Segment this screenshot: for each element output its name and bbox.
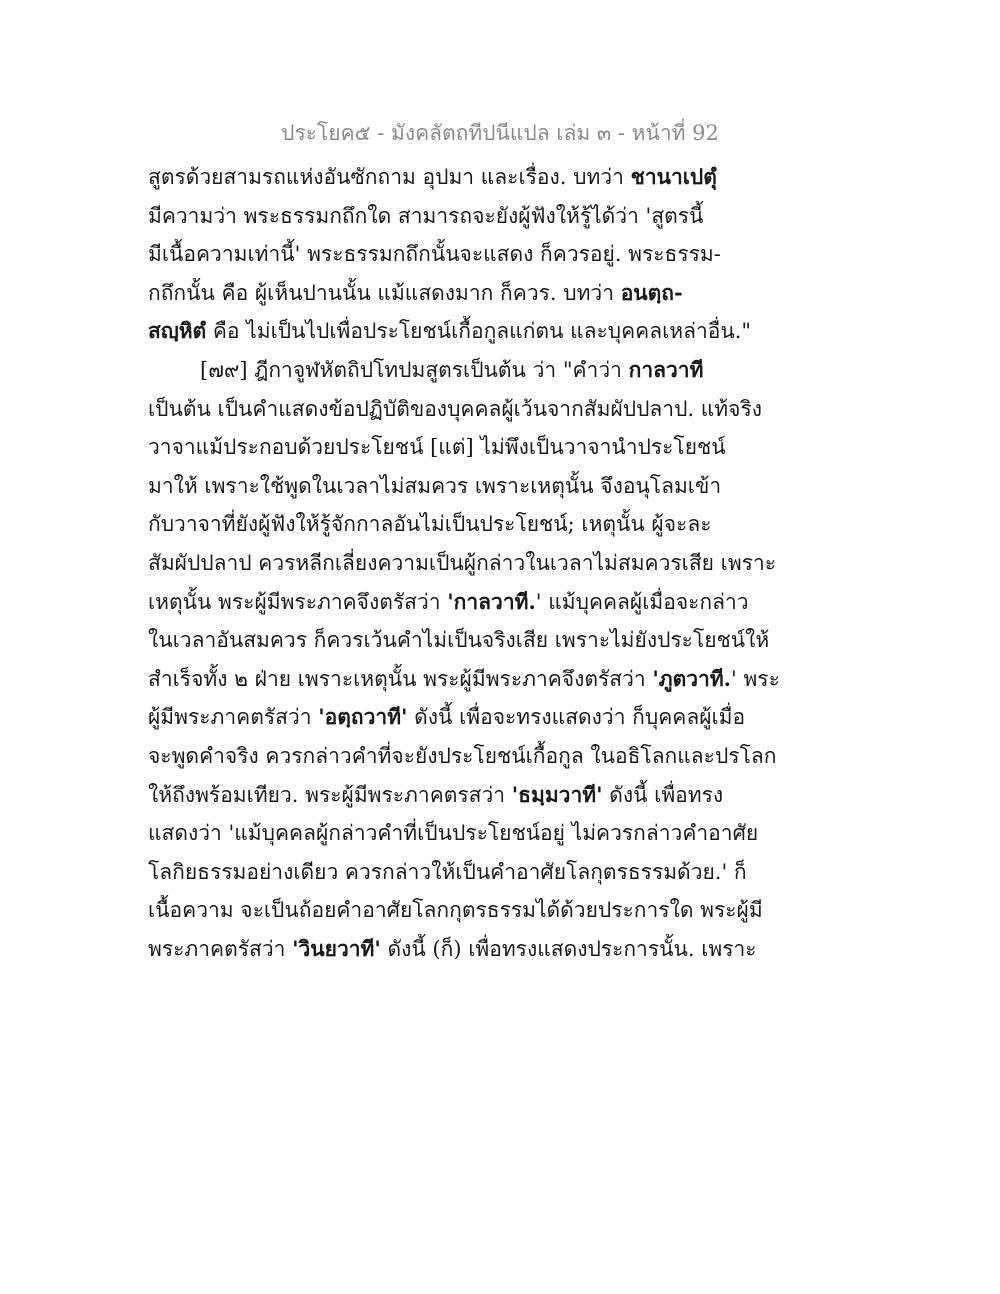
text-segment: ดังนี้ เพื่อทรง [602, 782, 724, 807]
page-header: ประโยค๕ - มังคลัตถทีปนีแปล เล่ม ๓ - หน้าที่ 92 [281, 121, 719, 145]
bold-term: 'วินยวาที' [292, 935, 381, 961]
text-line [148, 660, 780, 699]
bold-term: อนตฺถ- [620, 279, 683, 305]
text-line [148, 814, 759, 853]
bold-term: 'กาลวาที. [447, 588, 536, 614]
text-line [148, 467, 728, 506]
text-segment: ผู้มีพระภาคตรัสว่า [148, 705, 319, 730]
bold-term: 'อตฺถวาที' [318, 704, 408, 730]
text-segment: คือ ไม่เป็นไปเพื่อประโยชน์เกื้อกูลแก่ตน และบุคคลเหล่าอื่น." [206, 319, 752, 344]
text-segment: ในเวลาอันสมควร ก็ควรเว้นคำไม่เป็นจริงเสีย เพราะไม่ยังประโยชน์ให้ [148, 628, 770, 653]
text-segment: โลกิยธรรมอย่างเดียว ควรกล่าวให้เป็นคำอาศัยโลกุตรธรรมด้วย.' ก็ [148, 859, 747, 884]
text-line [148, 544, 777, 583]
text-line [148, 428, 728, 467]
text-segment: สัมผัปปลาป ควรหลีกเลี่ยงความเป็นผู้กล่าวในเวลาไม่สมควรเสีย เพราะ [148, 550, 777, 575]
text-line [148, 158, 728, 197]
text-segment: ดังนี้ เพื่อจะทรงแสดงว่า ก็บุคคลผู้เมื่อ [407, 705, 746, 730]
text-line [148, 776, 728, 815]
text-line [148, 853, 747, 892]
bold-term: 'ภูตวาที. [652, 665, 731, 691]
text-line [148, 891, 763, 930]
text-segment: จะพูดคำจริง ควรกล่าวคำที่จะยังประโยชน์เกื้อกูล ในอธิโลกและปรโลก [148, 743, 777, 768]
text-line [148, 583, 749, 622]
text-segment: พระภาคตรัสว่า [148, 936, 293, 961]
text-line [148, 235, 728, 274]
text-line [148, 930, 757, 969]
text-line [148, 505, 728, 544]
text-line [148, 197, 728, 236]
text-segment: สูตรด้วยสามรถแห่งอันซักถาม อุปมา และเรื่อง. บทว่า [148, 165, 631, 189]
bold-term: กาลวาที [628, 356, 704, 382]
text-segment: ให้ถึงพร้อมเทียว. พระผู้มีพระภาคตรสว่า [148, 782, 512, 807]
text-segment: ' แม้บุคคลผู้เมื่อจะกล่าว [535, 589, 749, 614]
text-line [148, 698, 746, 737]
bold-term: ชานาเปตุํ [630, 164, 717, 189]
text-line [148, 390, 762, 429]
text-segment: เป็นต้น เป็นคำแสดงข้อปฏิบัติของบุคคลผู้เว้นจากสัมผัปปลาป. แท้จริง [148, 396, 762, 421]
text-segment: [๗๙] ฎีกาจูฬหัตถิปโทปมสูตรเป็นต้น ว่า "คำว่า [200, 357, 629, 382]
text-segment: ' พระ [731, 666, 780, 691]
text-segment: กถึกนั้น คือ ผู้เห็นปานนั้น แม้แสดงมาก ก็ควร. บทว่า [148, 280, 621, 305]
text-line [148, 312, 752, 351]
text-segment: มาให้ เพราะใช้พูดในเวลาไม่สมควร เพราะเหตุนั้น จึงอนุโลมเข้า [148, 473, 722, 498]
text-line [148, 351, 728, 390]
text-segment: ดังนี้ (ก็) เพื่อทรงแสดงประการนั้น. เพราะ [380, 936, 757, 961]
text-line [148, 737, 777, 776]
text-segment: กับวาจาที่ยังผู้ฟังให้รู้จักกาลอันไม่เป็นประโยชน์; เหตุนั้น ผู้จะละ [148, 512, 712, 537]
text-segment: มีเนื้อความเท่านี้' พระธรรมกถึกนั้นจะแสดง ก็ควรอยู่. พระธรรม- [148, 242, 721, 267]
text-line [148, 621, 770, 660]
text-segment: เนื้อความ จะเป็นถ้อยคำอาศัยโลกกุตรธรรมได้ด้วยประการใด พระผู้มี [148, 898, 763, 923]
body-text [148, 158, 780, 968]
text-segment: มีความว่า พระธรรมกถึกใด สามารถจะยังผู้ฟังให้รู้ได้ว่า 'สูตรนี้ [148, 203, 704, 228]
text-line [148, 274, 728, 313]
bold-term: สญฺหิตํ [148, 318, 207, 344]
text-segment: วาจาแม้ประกอบด้วยประโยชน์ [แต่] ไม่พึงเป็นวาจานำประโยชน์ [148, 435, 726, 460]
text-segment: สำเร็จทั้ง ๒ ฝ่าย เพราะเหตุนั้น พระผู้มีพระภาคจึงตรัสว่า [148, 666, 653, 691]
bold-term: 'ธมฺมวาที' [511, 781, 603, 807]
text-segment: แสดงว่า 'แม้บุคคลผู้กล่าวคำที่เป็นประโยชน์อยู่ ไม่ควรกล่าวคำอาศัย [148, 821, 759, 846]
text-segment: เหตุนั้น พระผู้มีพระภาคจึงตรัสว่า [148, 589, 448, 614]
